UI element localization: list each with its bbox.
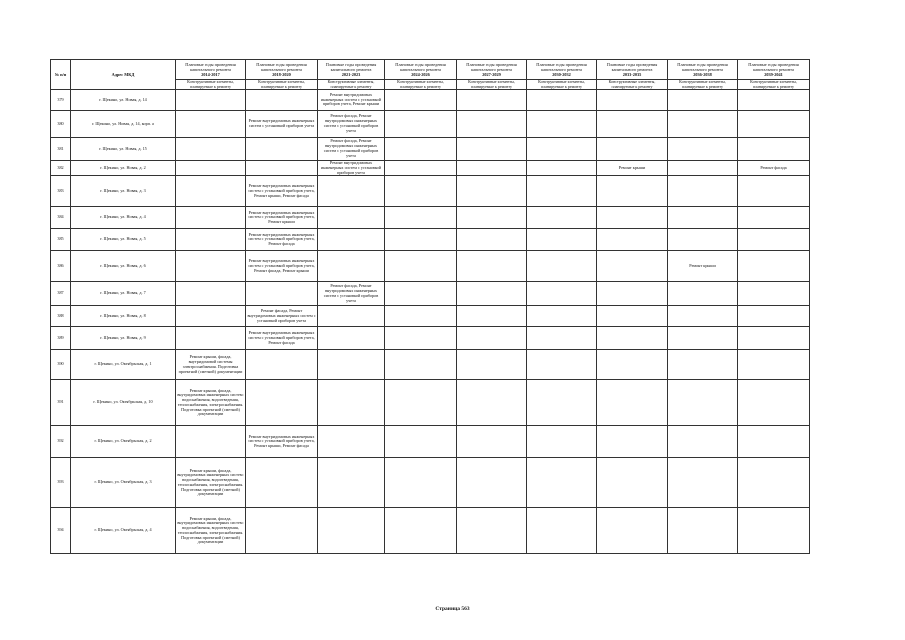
work-cell — [246, 161, 318, 176]
header-period-years: 2024-2026 — [411, 72, 430, 77]
work-cell — [385, 380, 457, 426]
work-cell: Ремонт крыши, фасада, внутридомовых инженерных систем: водоснабжения, водоотведения, теплоснабжения, электроснабжения. Подготовка проектной (сметной) документации — [176, 508, 246, 554]
work-cell — [318, 350, 385, 380]
header-period-years: 2039-2041 — [764, 72, 783, 77]
work-cell — [668, 90, 738, 111]
work-cell — [385, 251, 457, 282]
row-number: 385 — [51, 229, 71, 251]
work-cell — [738, 176, 810, 207]
work-cell — [738, 508, 810, 554]
row-number: 386 — [51, 251, 71, 282]
table-row — [51, 229, 810, 251]
work-cell — [176, 306, 246, 327]
work-cell — [738, 282, 810, 306]
header-period — [527, 60, 597, 80]
header-elements-label: Конструктивные элементы, планируемые к ремонту — [738, 80, 810, 90]
work-cell — [738, 207, 810, 229]
header-num: № п/п — [51, 60, 71, 90]
row-address: г. Щекино, ул. Новая, д. 3 — [71, 176, 176, 207]
work-cell — [597, 458, 668, 508]
work-cell — [385, 111, 457, 138]
row-address: г. Щекино, ул. Октябрьская, д. 1 — [71, 350, 176, 380]
row-number: 392 — [51, 426, 71, 458]
work-cell — [176, 327, 246, 350]
header-elements-label: Конструктивные элементы, планируемые к ремонту — [597, 80, 668, 90]
header-period — [738, 60, 810, 80]
row-address: г. Щекино, ул. Октябрьская, д. 4 — [71, 508, 176, 554]
row-address: г. Щекино, ул. Новая, д. 4 — [71, 207, 176, 229]
work-cell — [318, 426, 385, 458]
work-cell — [597, 282, 668, 306]
work-cell — [527, 426, 597, 458]
header-elements-label: Конструктивные элементы, планируемые к ремонту — [457, 80, 527, 90]
table-row — [51, 90, 810, 111]
work-cell — [457, 282, 527, 306]
header-plan-label: Плановые годы проведения капитального ремонта — [325, 62, 377, 72]
work-cell — [457, 90, 527, 111]
work-cell — [597, 380, 668, 426]
row-address: г. Щекино, ул. Новая, д. 5 — [71, 229, 176, 251]
work-cell — [597, 327, 668, 350]
row-address: г. Щекино, ул. Новая, д. 14, корп. а — [71, 111, 176, 138]
work-cell — [246, 282, 318, 306]
page-number: Страница 563 — [435, 606, 470, 612]
header-plan-label: Плановые годы проведения капитального ремонта — [395, 62, 446, 72]
work-cell — [738, 350, 810, 380]
work-cell — [668, 380, 738, 426]
work-cell — [597, 111, 668, 138]
work-cell — [457, 229, 527, 251]
work-cell — [457, 350, 527, 380]
work-cell: Ремонт внутридомовых инженерных систем с установкой приборов учета, Ремонт крыши, Ремонт фасада — [246, 426, 318, 458]
work-cell — [668, 508, 738, 554]
header-plan-label: Плановые годы проведения капитального ремонта — [677, 62, 728, 72]
work-cell — [246, 458, 318, 508]
header-period — [318, 60, 385, 80]
work-cell — [457, 327, 527, 350]
work-cell — [176, 426, 246, 458]
row-number: 394 — [51, 508, 71, 554]
work-cell — [527, 176, 597, 207]
work-cell — [176, 161, 246, 176]
work-cell — [597, 176, 668, 207]
work-cell — [457, 458, 527, 508]
row-address: г. Щекино, ул. Новая, д. 6 — [71, 251, 176, 282]
table-row — [51, 161, 810, 176]
header-elements-label: Конструктивные элементы, планируемые к ремонту — [246, 80, 318, 90]
table-row — [51, 350, 810, 380]
work-cell — [738, 426, 810, 458]
work-cell — [457, 306, 527, 327]
table-row — [51, 251, 810, 282]
work-cell — [738, 327, 810, 350]
work-cell — [176, 138, 246, 161]
row-number: 379 — [51, 90, 71, 111]
work-cell — [457, 138, 527, 161]
work-cell — [385, 176, 457, 207]
work-cell — [738, 138, 810, 161]
table-row — [51, 207, 810, 229]
work-cell — [176, 111, 246, 138]
table-header — [51, 60, 810, 90]
work-cell — [527, 508, 597, 554]
work-cell — [597, 426, 668, 458]
work-cell — [318, 207, 385, 229]
work-cell — [527, 380, 597, 426]
work-cell: Ремонт внутридомовых инженерных систем с установкой приборов учета, Ремонт фасада — [246, 327, 318, 350]
table-row — [51, 306, 810, 327]
work-cell — [668, 161, 738, 176]
row-number: 382 — [51, 161, 71, 176]
header-plan-label: Плановые годы проведения капитального ремонта — [748, 62, 799, 72]
work-cell — [668, 207, 738, 229]
row-number: 387 — [51, 282, 71, 306]
work-cell — [738, 251, 810, 282]
work-cell: Ремонт внутридомовых инженерных систем с установкой приборов учета, Ремонт фасада — [246, 229, 318, 251]
work-cell — [668, 306, 738, 327]
work-cell — [385, 138, 457, 161]
work-cell — [668, 282, 738, 306]
work-cell — [668, 426, 738, 458]
work-cell — [597, 90, 668, 111]
work-cell — [738, 380, 810, 426]
work-cell — [246, 508, 318, 554]
work-cell — [668, 229, 738, 251]
work-cell: Ремонт внутридомовых инженерных систем с установкой приборов учета, Ремонт крыши — [246, 207, 318, 229]
row-number: 381 — [51, 138, 71, 161]
work-cell — [527, 282, 597, 306]
header-elements-label: Конструктивные элементы, планируемые к ремонту — [318, 80, 385, 90]
table-row — [51, 176, 810, 207]
work-cell — [738, 306, 810, 327]
work-cell — [176, 251, 246, 282]
work-cell — [385, 207, 457, 229]
table-row — [51, 380, 810, 426]
work-cell — [527, 306, 597, 327]
header-elements-label: Конструктивные элементы, планируемые к ремонту — [176, 80, 246, 90]
work-cell — [246, 380, 318, 426]
work-cell — [668, 138, 738, 161]
work-cell: Ремонт внутридомовых инженерных систем с установкой приборов учета, Ремонт крыши, Ремонт фасада — [246, 176, 318, 207]
row-number: 389 — [51, 327, 71, 350]
work-cell: Ремонт внутридомовых инженерных систем с установкой приборов учета — [246, 111, 318, 138]
work-cell — [385, 458, 457, 508]
work-cell — [318, 306, 385, 327]
work-cell — [246, 90, 318, 111]
header-period-years: 2018-2020 — [272, 72, 291, 77]
repair-schedule-table — [50, 59, 810, 554]
work-cell — [668, 458, 738, 508]
work-cell: Ремонт крыши — [668, 251, 738, 282]
header-period-years: 2014-2017 — [201, 72, 220, 77]
row-address: г. Щекино, ул. Новая, д. 14 — [71, 90, 176, 111]
work-cell — [176, 207, 246, 229]
work-cell — [527, 251, 597, 282]
work-cell — [385, 306, 457, 327]
work-cell — [318, 380, 385, 426]
header-period — [246, 60, 318, 80]
table-row — [51, 327, 810, 350]
header-plan-label: Плановые годы проведения капитального ремонта — [256, 62, 307, 72]
work-cell — [385, 508, 457, 554]
row-number: 388 — [51, 306, 71, 327]
work-cell: Ремонт фасада, Ремонт внутридомовых инженерных систем с установкой приборов учета — [246, 306, 318, 327]
work-cell — [527, 458, 597, 508]
work-cell — [527, 327, 597, 350]
work-cell — [176, 90, 246, 111]
work-cell — [318, 508, 385, 554]
row-number: 384 — [51, 207, 71, 229]
work-cell — [527, 111, 597, 138]
work-cell — [457, 508, 527, 554]
table-body — [51, 90, 810, 554]
work-cell — [318, 327, 385, 350]
row-address: г. Щекино, ул. Новая, д. 15 — [71, 138, 176, 161]
row-address: г. Щекино, ул. Октябрьская, д. 3 — [71, 458, 176, 508]
work-cell — [597, 306, 668, 327]
work-cell — [457, 380, 527, 426]
table-row — [51, 282, 810, 306]
row-number: 390 — [51, 350, 71, 380]
work-cell: Ремонт внутридомовых инженерных систем с установкой приборов учета, Ремонт фасада, Ремонт крыши — [246, 251, 318, 282]
header-period — [176, 60, 246, 80]
work-cell — [457, 426, 527, 458]
work-cell: Ремонт крыши, фасада, внутридомовой системы электроснабжения. Подготовка проектной (сметной) документации — [176, 350, 246, 380]
work-cell: Ремонт внутридомовых инженерных систем с установкой приборов учета, Ремонт крыши — [318, 90, 385, 111]
work-cell: Ремонт фасада — [738, 161, 810, 176]
table-row — [51, 111, 810, 138]
table-row — [51, 426, 810, 458]
work-cell — [176, 176, 246, 207]
work-cell — [457, 207, 527, 229]
work-cell — [457, 251, 527, 282]
work-cell — [597, 251, 668, 282]
header-plan-label: Плановые годы проведения капитального ремонта — [536, 62, 587, 72]
header-plan-label: Плановые годы проведения капитального ремонта — [606, 62, 658, 72]
work-cell — [597, 138, 668, 161]
work-cell — [738, 229, 810, 251]
header-period-years: 2027-2029 — [482, 72, 501, 77]
work-cell — [597, 207, 668, 229]
header-period — [385, 60, 457, 80]
table-row — [51, 458, 810, 508]
work-cell — [176, 282, 246, 306]
table-row — [51, 138, 810, 161]
work-cell — [527, 229, 597, 251]
work-cell — [457, 176, 527, 207]
work-cell — [527, 207, 597, 229]
work-cell — [385, 161, 457, 176]
row-number: 393 — [51, 458, 71, 508]
header-elements-label: Конструктивные элементы, планируемые к ремонту — [527, 80, 597, 90]
row-address: г. Щекино, ул. Новая, д. 2 — [71, 161, 176, 176]
work-cell: Ремонт фасада, Ремонт внутридомовых инженерных систем с установкой приборов учета — [318, 138, 385, 161]
row-number: 380 — [51, 111, 71, 138]
work-cell: Ремонт крыши, фасада, внутридомовых инженерных систем: водоснабжения, водоотведения, теплоснабжения, электроснабжения. Подготовка проектной (сметной) документации — [176, 458, 246, 508]
work-cell — [668, 111, 738, 138]
header-period-years: 2036-2038 — [693, 72, 712, 77]
row-address: г. Щекино, ул. Новая, д. 9 — [71, 327, 176, 350]
work-cell — [597, 229, 668, 251]
header-elements-label: Конструктивные элементы, планируемые к ремонту — [668, 80, 738, 90]
row-address: г. Щекино, ул. Новая, д. 8 — [71, 306, 176, 327]
work-cell — [738, 90, 810, 111]
work-cell — [385, 90, 457, 111]
header-period-years: 2030-2032 — [552, 72, 571, 77]
work-cell — [176, 229, 246, 251]
work-cell — [385, 350, 457, 380]
work-cell: Ремонт фасада, Ремонт внутридомовых инженерных систем с установкой приборов учета — [318, 282, 385, 306]
header-plan-label: Плановые годы проведения капитального ремонта — [466, 62, 517, 72]
work-cell — [527, 90, 597, 111]
row-number: 391 — [51, 380, 71, 426]
header-address: Адрес МКД — [71, 60, 176, 90]
header-period-years: 2021-2023 — [341, 72, 361, 77]
work-cell — [318, 251, 385, 282]
row-address: г. Щекино, ул. Октябрьская, д. 2 — [71, 426, 176, 458]
table-row — [51, 508, 810, 554]
work-cell — [527, 138, 597, 161]
work-cell — [457, 161, 527, 176]
work-cell: Ремонт внутридомовых инженерных систем с установкой приборов учета — [318, 161, 385, 176]
work-cell — [385, 229, 457, 251]
work-cell — [246, 350, 318, 380]
header-period — [668, 60, 738, 80]
work-cell: Ремонт фасада, Ремонт внутридомовых инженерных систем с установкой приборов учета — [318, 111, 385, 138]
work-cell — [318, 458, 385, 508]
work-cell — [318, 176, 385, 207]
work-cell — [668, 350, 738, 380]
header-period-years: 2033-2035 — [622, 72, 642, 77]
row-number: 383 — [51, 176, 71, 207]
work-cell — [457, 111, 527, 138]
work-cell — [385, 327, 457, 350]
header-period — [597, 60, 668, 80]
work-cell: Ремонт крыши — [597, 161, 668, 176]
row-address: г. Щекино, ул. Новая, д. 7 — [71, 282, 176, 306]
header-period — [457, 60, 527, 80]
work-cell — [738, 458, 810, 508]
work-cell — [597, 350, 668, 380]
work-cell — [385, 426, 457, 458]
work-cell — [597, 508, 668, 554]
work-cell — [668, 176, 738, 207]
header-plan-label: Плановые годы проведения капитального ремонта — [185, 62, 236, 72]
work-cell — [527, 161, 597, 176]
work-cell — [527, 350, 597, 380]
work-cell — [318, 229, 385, 251]
work-cell — [668, 327, 738, 350]
work-cell: Ремонт крыши, фасада, внутридомовых инженерных систем: водоснабжения, водоотведения, теплоснабжения, электроснабжения. Подготовка проектной (сметной) документации — [176, 380, 246, 426]
work-cell — [246, 138, 318, 161]
work-cell — [738, 111, 810, 138]
header-elements-label: Конструктивные элементы, планируемые к ремонту — [385, 80, 457, 90]
row-address: г. Щекино, ул. Октябрьская, д. 10 — [71, 380, 176, 426]
work-cell — [385, 282, 457, 306]
